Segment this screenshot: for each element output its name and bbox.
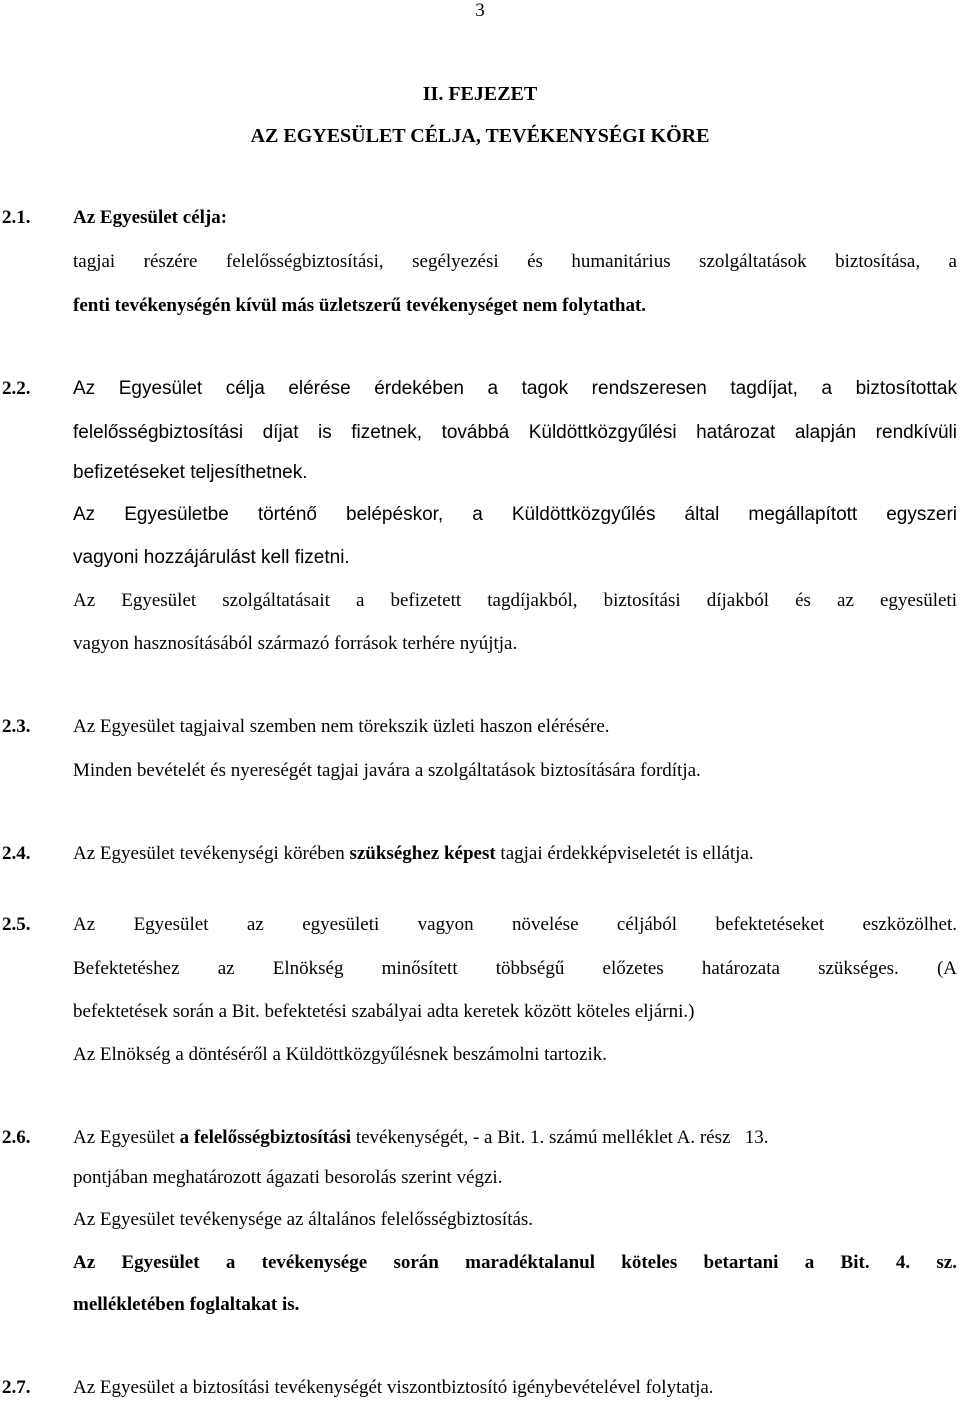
paragraph-line: Az Elnökség a döntéséről a Küldöttközgyűlésnek beszámolni tartozik.: [73, 1044, 607, 1065]
page-number: 3: [475, 0, 485, 21]
paragraph-line: [73, 842, 957, 866]
text-run: tevékenységét, - a Bit. 1. számú melléklet A. rész 13.: [351, 1127, 769, 1148]
paragraph-line: Minden bevételét és nyereségét tagjai javára a szolgáltatások biztosítására fordítja.: [73, 760, 701, 781]
paragraph-line: Az Egyesület tagjaival szemben nem törekszik üzleti haszon elérésére.: [73, 716, 610, 737]
paragraph-line: Befektetéshez az Elnökség minősített többségű előzetes határozata szükséges. (A: [73, 958, 957, 979]
paragraph-line: Az Egyesületbe történő belépéskor, a Küldöttközgyűlés által megállapított egyszeri: [73, 504, 957, 525]
chapter-subtitle: AZ EGYESÜLET CÉLJA, TEVÉKENYSÉGI KÖRE: [250, 125, 710, 147]
section-number: 2.4.: [2, 843, 31, 864]
paragraph-line: Az Egyesület tevékenysége az általános felelősségbiztosítás.: [73, 1209, 534, 1230]
paragraph-line: fenti tevékenységén kívül más üzletszerű tevékenységet nem folytathat.: [73, 295, 647, 316]
paragraph-line: vagyoni hozzájárulást kell fizetni.: [73, 547, 350, 568]
section-number: 2.2.: [2, 378, 31, 399]
bold-text: szükséghez képest: [349, 843, 496, 864]
paragraph-line: mellékletében foglaltakat is.: [73, 1294, 300, 1315]
paragraph-line: pontjában meghatározott ágazati besorolás szerint végzi.: [73, 1167, 503, 1188]
paragraph-line: [73, 1126, 957, 1150]
text-run: Az Egyesület tevékenységi körében: [73, 843, 350, 864]
paragraph-line: befizetéseket teljesíthetnek.: [73, 462, 308, 483]
paragraph-line: vagyon hasznosításából származó források terhére nyújtja.: [73, 633, 518, 654]
section-number: 2.6.: [2, 1127, 31, 1148]
text-run: tagjai érdekképviseletét is ellátja.: [495, 843, 754, 864]
text-run: Az Egyesület: [73, 1127, 180, 1148]
section-number: 2.5.: [2, 914, 31, 935]
paragraph-line: Az Egyesület szolgáltatásait a befizetett tagdíjakból, biztosítási díjakból és az egyesületi: [73, 590, 957, 611]
bold-text: a felelősségbiztosítási: [179, 1127, 352, 1148]
paragraph-line: tagjai részére felelősségbiztosítási, segélyezési és humanitárius szolgáltatások biztosítása, a: [73, 251, 957, 272]
paragraph-line: Az Egyesület a biztosítási tevékenységét viszontbiztosító igénybevételével folytatja.: [73, 1377, 714, 1398]
paragraph-line: Az Egyesület az egyesületi vagyon növelése céljából befektetéseket eszközölhet.: [73, 914, 957, 935]
paragraph-line: Az Egyesület a tevékenysége során maradéktalanul köteles betartani a Bit. 4. sz.: [73, 1252, 957, 1273]
section-heading: Az Egyesület célja:: [73, 207, 228, 228]
section-number: 2.3.: [2, 716, 31, 737]
section-number: 2.1.: [2, 207, 31, 228]
chapter-title: II. FEJEZET: [422, 83, 538, 105]
paragraph-line: Az Egyesület célja elérése érdekében a tagok rendszeresen tagdíjat, a biztosítottak: [73, 378, 957, 399]
paragraph-line: befektetések során a Bit. befektetési szabályai adta keretek között köteles eljárni.): [73, 1001, 695, 1022]
paragraph-line: felelősségbiztosítási díjat is fizetnek, továbbá Küldöttközgyűlési határozat alapján rendkívüli: [73, 422, 957, 443]
section-number: 2.7.: [2, 1377, 31, 1398]
